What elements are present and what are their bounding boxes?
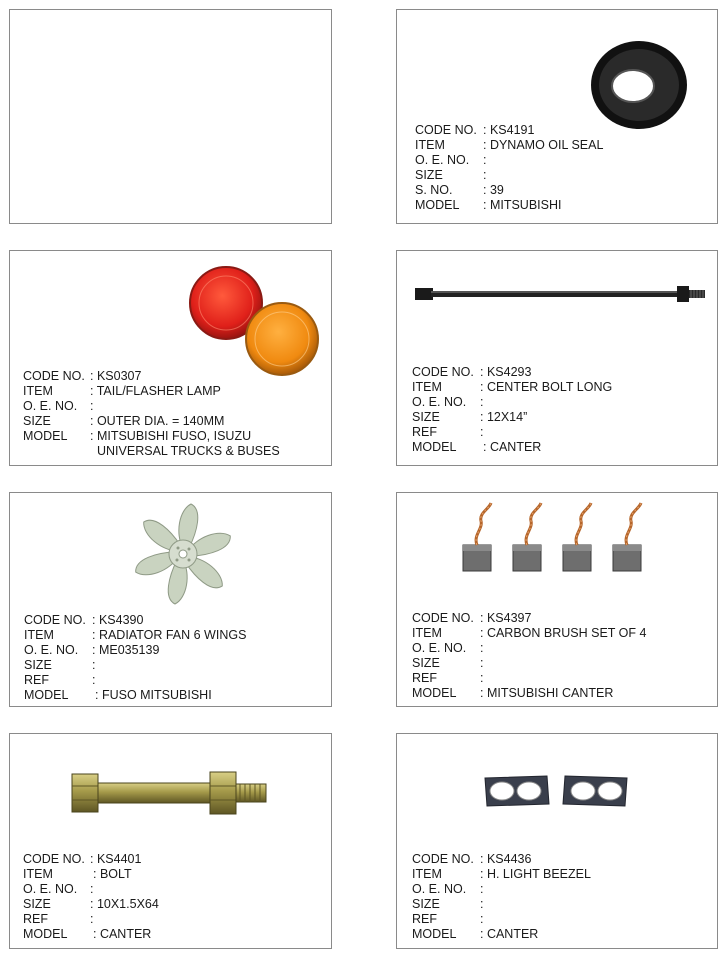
size-label: SIZE — [412, 410, 440, 424]
size-value: : — [480, 897, 484, 911]
oe-label: O. E. NO. — [23, 399, 78, 413]
model-value: : FUSO MITSUBISHI — [95, 688, 212, 702]
ref-label: REF — [24, 673, 49, 687]
code-label: CODE NO. — [412, 852, 474, 866]
model-label: MODEL — [23, 927, 68, 941]
item-label: ITEM — [24, 628, 54, 642]
product-card-ks4390 — [9, 492, 332, 707]
item-value: : CARBON BRUSH SET OF 4 — [480, 626, 647, 640]
size-label: SIZE — [23, 414, 51, 428]
oil-seal-icon — [589, 38, 689, 130]
oe-label: O. E. NO. — [412, 641, 467, 655]
spec-list — [412, 611, 646, 701]
item-value: : DYNAMO OIL SEAL — [483, 138, 604, 152]
item-label: ITEM — [23, 384, 53, 398]
size-label: SIZE — [23, 897, 51, 911]
model-label: MODEL — [412, 686, 457, 700]
size-label: SIZE — [412, 897, 440, 911]
ref-value: : — [480, 912, 484, 926]
bezel-icon — [483, 774, 631, 808]
model-value: : CANTER — [480, 927, 539, 941]
code-value: : KS4401 — [90, 852, 142, 866]
item-value: : H. LIGHT BEEZEL — [480, 867, 591, 881]
code-label: CODE NO. — [23, 852, 85, 866]
code-value: : KS4436 — [480, 852, 532, 866]
model-label: MODEL — [23, 429, 68, 443]
item-value: : BOLT — [93, 867, 132, 881]
size-value: : — [480, 656, 484, 670]
item-value: : RADIATOR FAN 6 WINGS — [92, 628, 247, 642]
model-label: MODEL — [412, 440, 457, 454]
code-label: CODE NO. — [412, 611, 474, 625]
model-value-continued: UNIVERSAL TRUCKS & BUSES — [97, 444, 280, 458]
model-value: : MITSUBISHI — [483, 198, 562, 212]
oe-value: : — [483, 153, 487, 167]
spec-list — [23, 369, 280, 459]
code-label: CODE NO. — [23, 369, 85, 383]
product-card-ks4436 — [396, 733, 718, 949]
model-value: : CANTER — [93, 927, 152, 941]
model-value: : CANTER — [483, 440, 542, 454]
ref-label: REF — [412, 425, 437, 439]
fan-icon — [128, 501, 238, 607]
size-label: SIZE — [412, 656, 440, 670]
oe-value: : ME035139 — [92, 643, 160, 657]
item-label: ITEM — [412, 867, 442, 881]
size-label: SIZE — [24, 658, 52, 672]
oe-value: : — [480, 882, 484, 896]
product-card-ks4401 — [9, 733, 332, 949]
code-label: CODE NO. — [415, 123, 477, 137]
oe-label: O. E. NO. — [23, 882, 78, 896]
model-label: MODEL — [415, 198, 460, 212]
sno-value: : 39 — [483, 183, 504, 197]
oe-label: O. E. NO. — [412, 395, 467, 409]
code-label: CODE NO. — [24, 613, 86, 627]
item-value: : TAIL/FLASHER LAMP — [90, 384, 221, 398]
code-label: CODE NO. — [412, 365, 474, 379]
spec-list — [415, 123, 603, 213]
oe-label: O. E. NO. — [415, 153, 470, 167]
item-value: : CENTER BOLT LONG — [480, 380, 613, 394]
product-card-ks4191 — [396, 9, 718, 224]
size-value: : OUTER DIA. = 140MM — [90, 414, 225, 428]
oe-label: O. E. NO. — [412, 882, 467, 896]
code-value: : KS4191 — [483, 123, 535, 137]
carbon-brush-icon — [459, 501, 669, 575]
model-value: : MITSUBISHI FUSO, ISUZU — [90, 429, 252, 443]
spec-list — [23, 852, 159, 942]
ref-value: : — [92, 673, 96, 687]
size-value: : — [92, 658, 96, 672]
code-value: : KS4390 — [92, 613, 144, 627]
item-label: ITEM — [415, 138, 445, 152]
product-card-ks4397 — [396, 492, 718, 707]
model-value: : MITSUBISHI CANTER — [480, 686, 614, 700]
size-value: : 10X1.5X64 — [90, 897, 159, 911]
code-value: : KS4397 — [480, 611, 532, 625]
item-label: ITEM — [412, 626, 442, 640]
model-label: MODEL — [24, 688, 69, 702]
item-label: ITEM — [412, 380, 442, 394]
ref-value: : — [480, 425, 484, 439]
oe-value: : — [480, 641, 484, 655]
item-label: ITEM — [23, 867, 53, 881]
lamp-icon — [186, 261, 326, 381]
code-value: : KS4293 — [480, 365, 532, 379]
size-label: SIZE — [415, 168, 443, 182]
model-label: MODEL — [412, 927, 457, 941]
empty-card — [9, 9, 332, 224]
sno-label: S. NO. — [415, 183, 453, 197]
ref-value: : — [480, 671, 484, 685]
oe-value: : — [480, 395, 484, 409]
bolt-long-icon — [415, 283, 713, 305]
spec-list — [412, 365, 612, 455]
ref-label: REF — [412, 671, 437, 685]
spec-list — [412, 852, 591, 942]
oe-label: O. E. NO. — [24, 643, 79, 657]
code-value: : KS0307 — [90, 369, 142, 383]
oe-value: : — [90, 399, 94, 413]
size-value: : 12X14” — [480, 410, 528, 424]
bolt-icon — [70, 770, 270, 816]
size-value: : — [483, 168, 487, 182]
ref-label: REF — [23, 912, 48, 926]
product-card-ks0307 — [9, 250, 332, 466]
ref-value: : — [90, 912, 94, 926]
product-card-ks4293 — [396, 250, 718, 466]
oe-value: : — [90, 882, 94, 896]
spec-list — [24, 613, 246, 703]
ref-label: REF — [412, 912, 437, 926]
